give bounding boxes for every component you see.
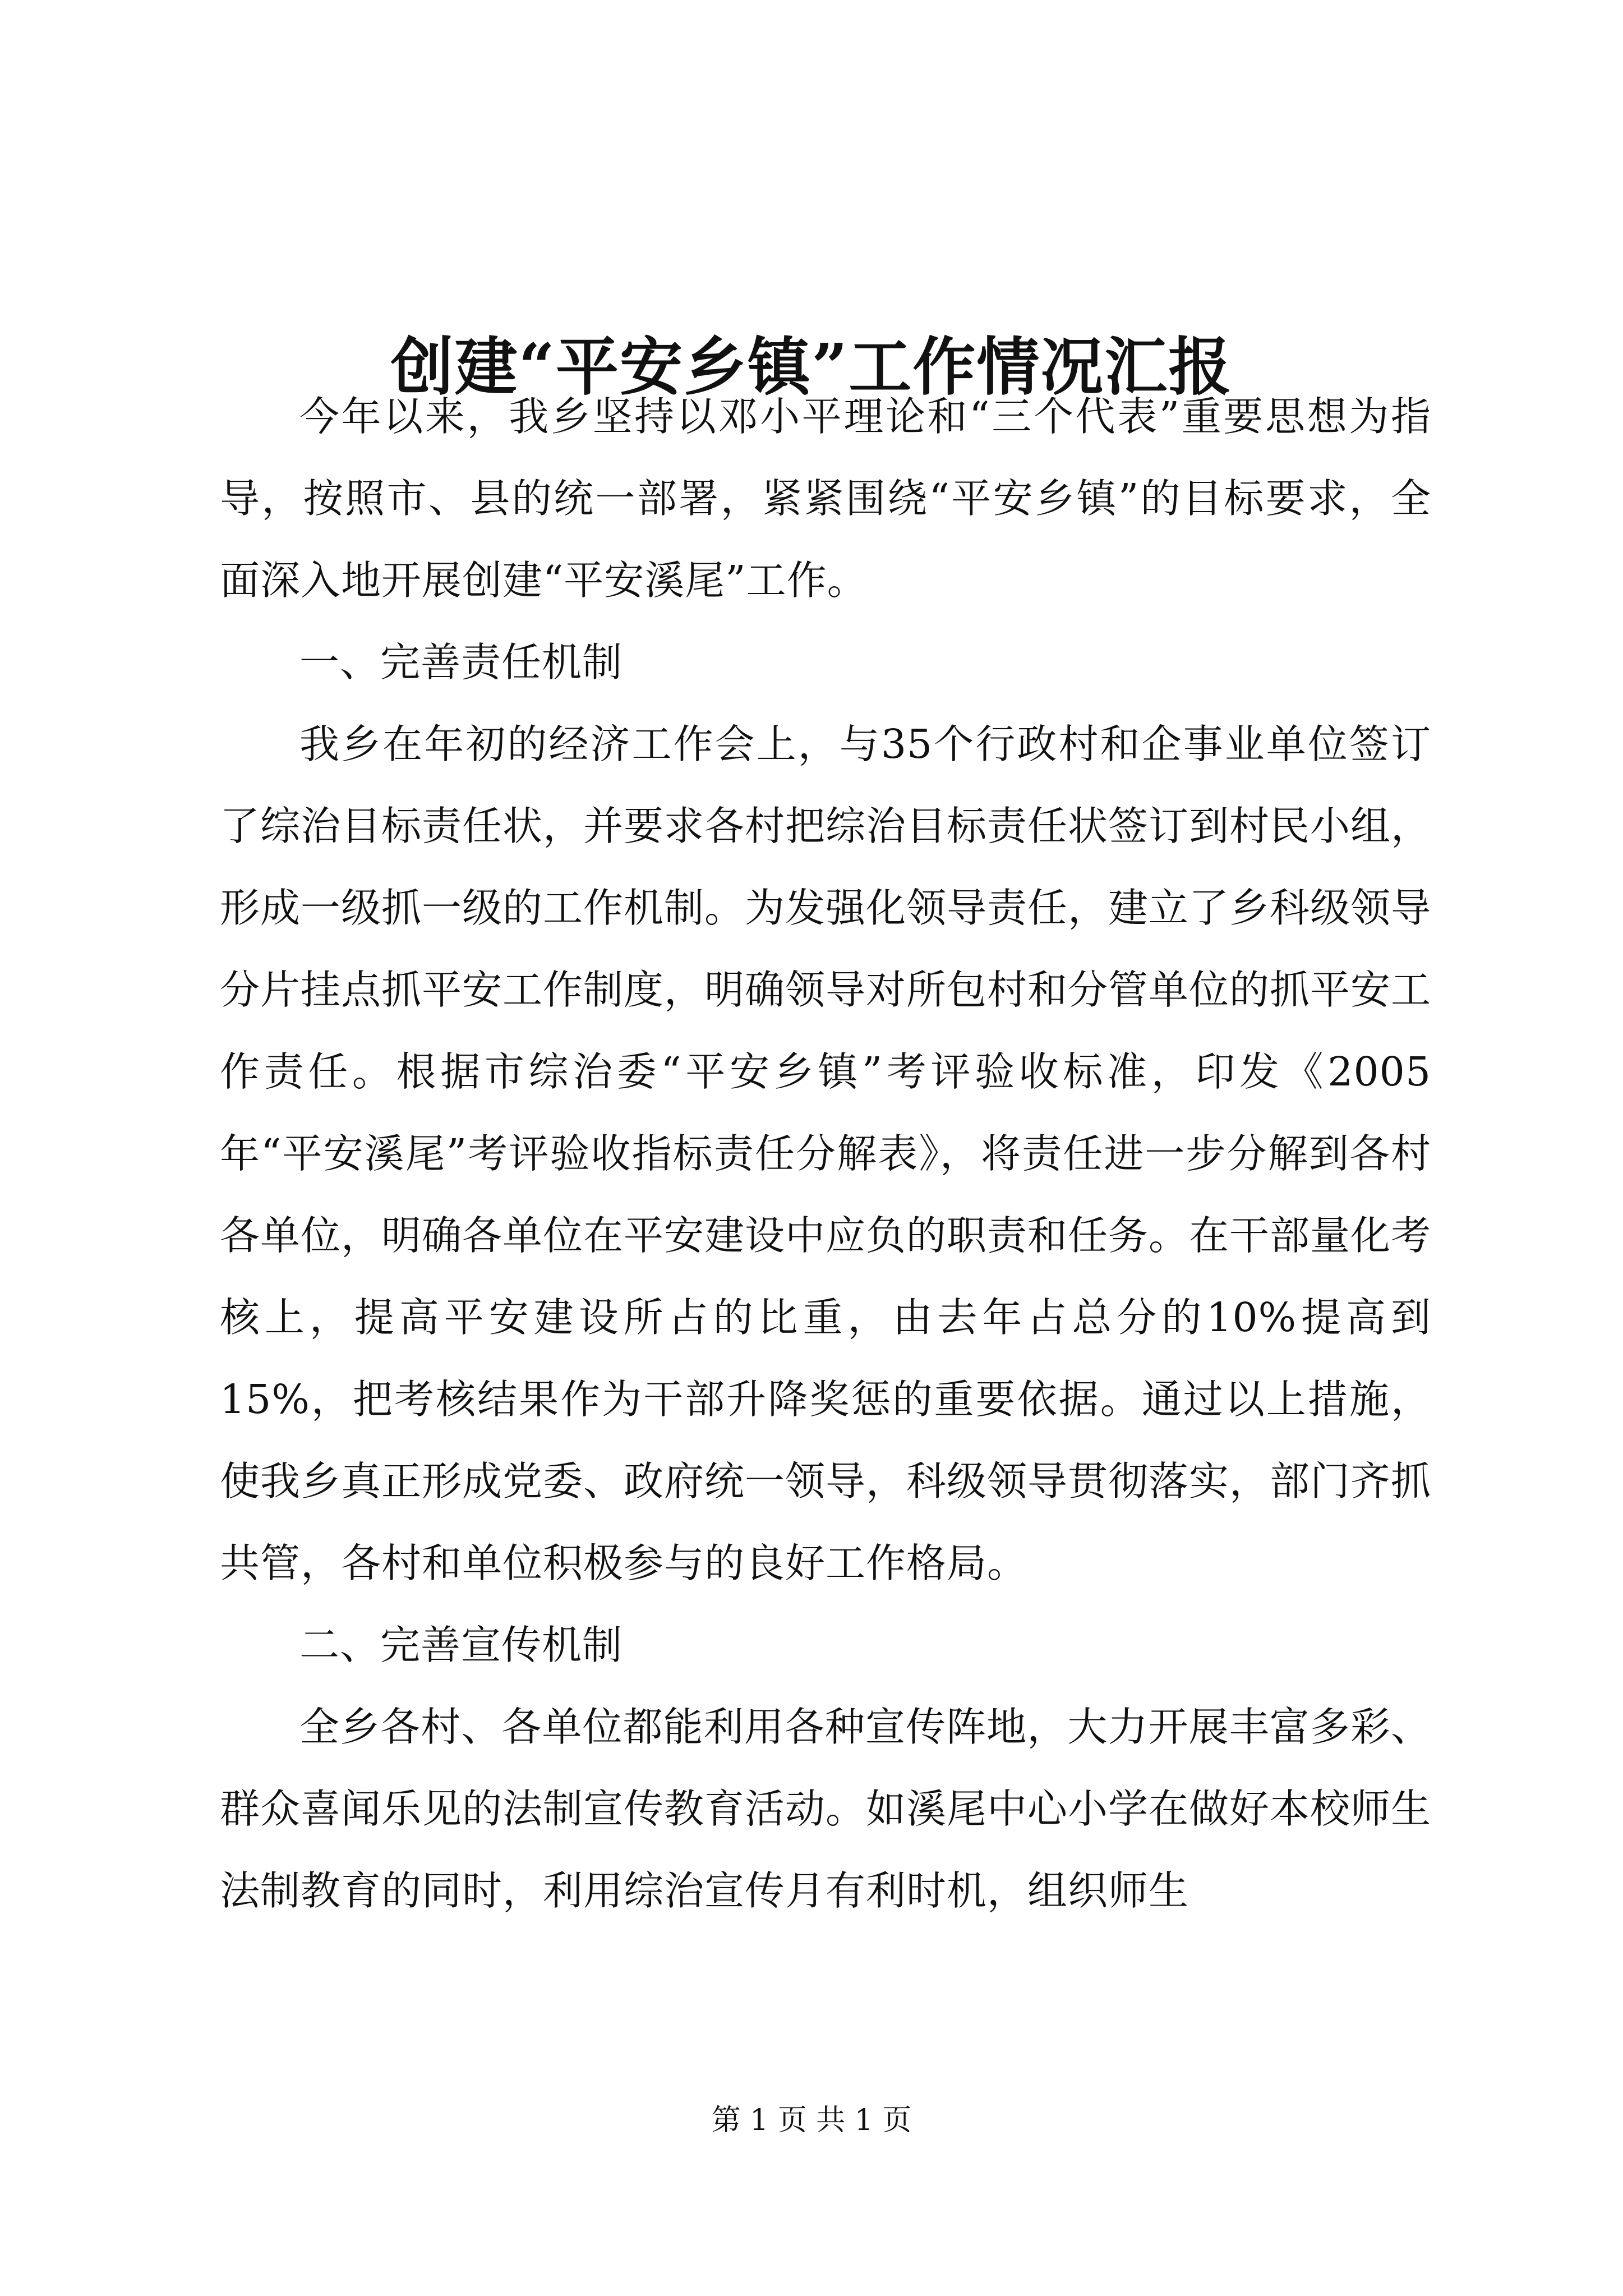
document-body xyxy=(220,376,1431,1932)
section-heading-publicity: 二、完善宣传机制 xyxy=(299,1622,623,1668)
section-paragraph-publicity: 全乡各村、各单位都能利用各种宣传阵地，大力开展丰富多彩、群众喜闻乐见的法制宣传教育活动。如溪尾中心小学在做好本校师生法制教育的同时，利用综治宣传月有利时机，组织师生 xyxy=(220,1704,1432,1914)
section-heading-responsibility: 一、完善责任机制 xyxy=(299,639,623,685)
page-footer: 第 1 页 共 1 页 xyxy=(711,2104,912,2137)
page-title: 创建“平安乡镇”工作情况汇报 xyxy=(390,330,1233,404)
intro-paragraph: 今年以来，我乡坚持以邓小平理论和“三个代表”重要思想为指导，按照市、县的统一部署，紧紧围绕“平安乡镇”的目标要求，全面深入地开展创建“平安溪尾”工作。 xyxy=(220,393,1431,604)
section-paragraph-responsibility: 我乡在年初的经济工作会上，与35个行政村和企事业单位签订了综治目标责任状，并要求各村把综治目标责任状签订到村民小组，形成一级抓一级的工作机制。为发强化领导责任，建立了乡科级领导分片挂点抓平安工作制度，明确领导对所包村和分管单位的抓平安工作责任。根据市综治委“平安乡镇”考评验收标准，印发《2005年“平安溪尾”考评验收指标责任分解表》，将责任进一步分解到各村各单位，明确各单位在平安建设中应负的职责和任务。在干部量化考核上，提高平安建设所占的比重，由去年占总分的10%提高到15%，把考核结果作为干部升降奖惩的重要依据。通过以上措施，使我乡真正形成党委、政府统一领导，科级领导贯彻落实，部门齐抓共管，各村和单位积极参与的良好工作格局。 xyxy=(220,721,1432,1586)
